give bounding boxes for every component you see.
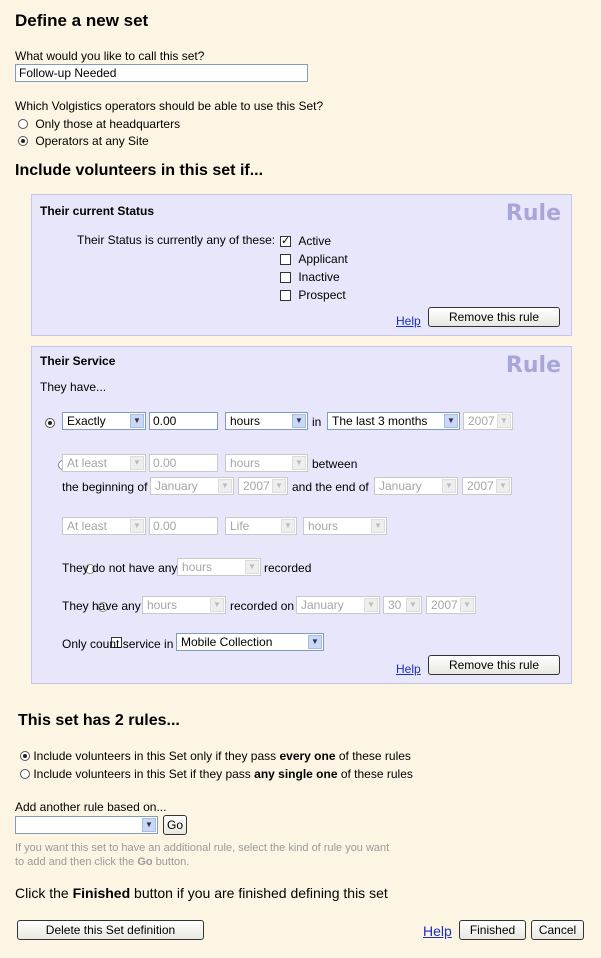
begin-year-select[interactable]: 2007 ▼ (238, 477, 288, 495)
recorded-label: recorded (264, 561, 312, 575)
go-button[interactable]: Go (163, 815, 187, 835)
help-link[interactable]: Help (396, 662, 421, 676)
checkbox-active[interactable] (280, 236, 291, 247)
chevron-down-icon: ▼ (371, 519, 385, 533)
have-any-label: They have any (62, 599, 141, 613)
chevron-down-icon: ▼ (442, 479, 456, 493)
unit-select[interactable]: hours ▼ (225, 454, 308, 472)
operators-option-hq[interactable]: Only those at headquarters (18, 117, 180, 131)
radio-any-site[interactable] (18, 136, 28, 146)
day-select[interactable]: 30 ▼ (383, 596, 422, 614)
page-title: Define a new set (15, 11, 149, 30)
finish-instruction: Click the Finished button if you are finished defining this set (15, 885, 388, 901)
they-have-label: They have... (40, 380, 107, 394)
unit-select[interactable]: hours ▼ (225, 412, 308, 430)
period-select[interactable]: The last 3 months ▼ (327, 412, 460, 430)
add-rule-select[interactable] (15, 816, 158, 834)
radio-match-all[interactable] (20, 751, 30, 761)
chevron-down-icon: ▼ (130, 519, 144, 533)
chevron-down-icon: ▼ (210, 598, 224, 612)
chevron-down-icon: ▼ (497, 414, 511, 428)
status-option-applicant[interactable]: Applicant (280, 252, 348, 266)
chevron-down-icon: ▼ (142, 818, 156, 832)
rule-title: Their current Status (40, 204, 155, 218)
help-link[interactable]: Help (423, 923, 452, 939)
amount-input[interactable]: 0.00 (149, 517, 218, 535)
set-name-label: What would you like to call this set? (15, 49, 205, 63)
checkbox-prospect[interactable] (280, 290, 291, 301)
checkbox-applicant[interactable] (280, 254, 291, 265)
recorded-on-label: recorded on (230, 599, 295, 613)
rule-watermark: Rule (505, 353, 561, 378)
chevron-down-icon: ▼ (496, 479, 510, 493)
chevron-down-icon: ▼ (272, 479, 286, 493)
end-label: and the end of (292, 480, 369, 494)
in-label: in (312, 415, 322, 429)
amount-input[interactable]: 0.00 (149, 454, 218, 472)
year-select[interactable]: 2007 ▼ (463, 412, 513, 430)
end-month-select[interactable]: January ▼ (374, 477, 458, 495)
finished-button[interactable]: Finished (459, 920, 526, 940)
hint-line-2: to add and then click the Go button. (15, 856, 190, 868)
remove-rule-button[interactable]: Remove this rule (428, 307, 560, 327)
year-select[interactable]: 2007 ▼ (426, 596, 476, 614)
site-select[interactable]: Mobile Collection ▼ (176, 633, 324, 651)
radio-exactly[interactable] (45, 418, 55, 428)
cancel-button[interactable]: Cancel (531, 920, 584, 940)
match-all-option[interactable]: Include volunteers in this Set only if they pass every one of these rules (20, 749, 411, 763)
chevron-down-icon: ▼ (281, 519, 295, 533)
begin-month-select[interactable]: January ▼ (150, 477, 234, 495)
chevron-down-icon: ▼ (292, 414, 306, 428)
status-label: Their Status is currently any of these: (77, 233, 276, 247)
delete-set-button[interactable]: Delete this Set definition (17, 920, 204, 940)
add-rule-label: Add another rule based on... (15, 800, 167, 814)
chevron-down-icon: ▼ (130, 456, 144, 470)
unit-select[interactable]: hours ▼ (177, 558, 261, 576)
begin-label: the beginning of (62, 480, 148, 494)
include-heading: Include volunteers in this set if... (15, 162, 264, 179)
radio-hq[interactable] (18, 119, 28, 129)
checkbox-inactive[interactable] (280, 272, 291, 283)
unit-select[interactable]: hours ▼ (303, 517, 387, 535)
rules-count-heading: This set has 2 rules... (18, 712, 180, 729)
end-year-select[interactable]: 2007 ▼ (462, 477, 512, 495)
radio-match-any[interactable] (20, 769, 30, 779)
chevron-down-icon: ▼ (444, 414, 458, 428)
chevron-down-icon: ▼ (308, 635, 322, 649)
unit-select[interactable]: hours ▼ (142, 596, 226, 614)
chevron-down-icon: ▼ (245, 560, 259, 574)
qualifier-select[interactable]: Exactly ▼ (62, 412, 146, 430)
chevron-down-icon: ▼ (364, 598, 378, 612)
not-any-label: They do not have any (62, 561, 178, 575)
chevron-down-icon: ▼ (406, 598, 420, 612)
status-option-inactive[interactable]: Inactive (280, 270, 340, 284)
rule-panel-status (31, 194, 572, 336)
rule-panel-service (31, 346, 572, 684)
between-label: between (312, 457, 358, 471)
scope-select[interactable]: Life ▼ (225, 517, 297, 535)
chevron-down-icon: ▼ (292, 456, 306, 470)
hint-line-1: If you want this set to have an additional rule, select the kind of rule you want (15, 842, 390, 854)
status-option-prospect[interactable]: Prospect (280, 288, 346, 302)
only-count-label: Only count service in (62, 637, 174, 651)
amount-input[interactable]: 0.00 (149, 412, 218, 430)
status-option-active[interactable]: ✓ Active (280, 234, 331, 248)
chevron-down-icon: ▼ (130, 414, 144, 428)
chevron-down-icon: ▼ (218, 479, 232, 493)
operators-option-any-site[interactable]: Operators at any Site (18, 134, 149, 148)
help-link[interactable]: Help (396, 314, 421, 328)
rule-title: Their Service (40, 354, 116, 368)
month-select[interactable]: January ▼ (296, 596, 380, 614)
chevron-down-icon: ▼ (460, 598, 474, 612)
remove-rule-button[interactable]: Remove this rule (428, 655, 560, 675)
operators-question: Which Volgistics operators should be able to use this Set? (15, 99, 324, 113)
qualifier-select[interactable]: At least ▼ (62, 517, 146, 535)
rule-watermark: Rule (505, 201, 561, 226)
qualifier-select[interactable]: At least ▼ (62, 454, 146, 472)
set-name-input[interactable]: Follow-up Needed (15, 64, 308, 82)
match-any-option[interactable]: Include volunteers in this Set if they pass any single one of these rules (20, 767, 413, 781)
